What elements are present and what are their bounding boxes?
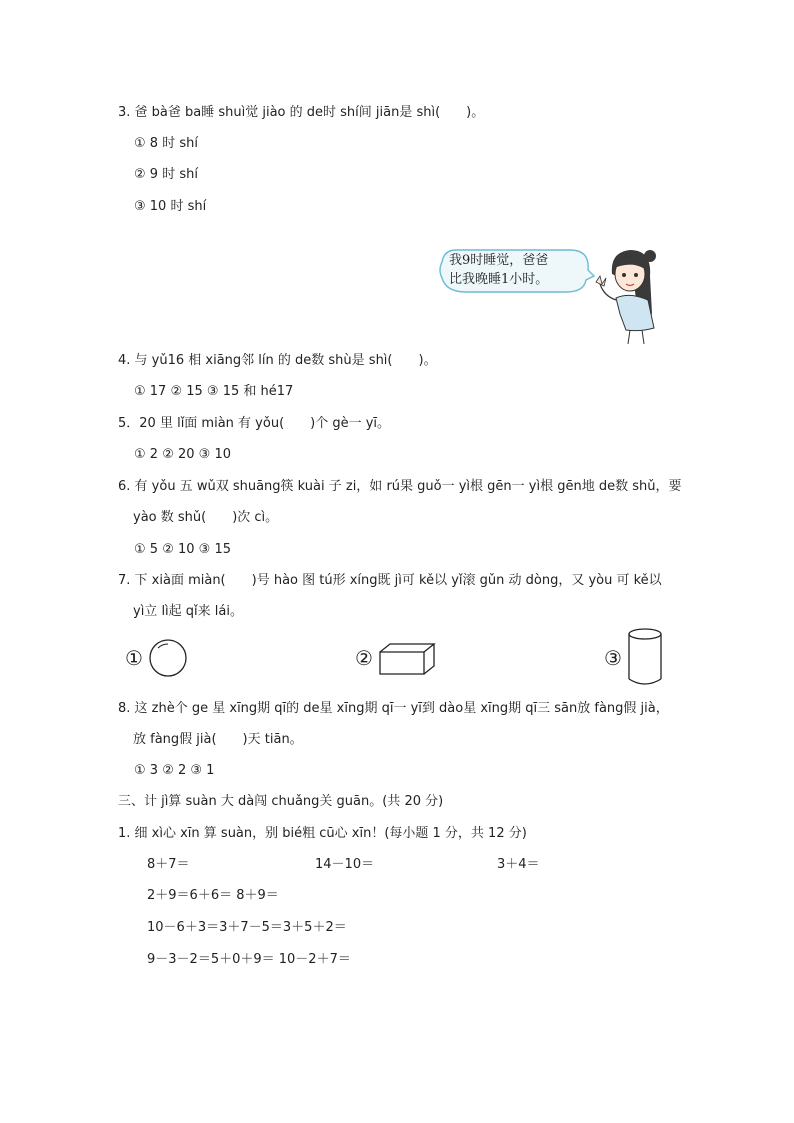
girl-illustration [590,244,670,344]
q3-option-2: ② 9 时 shí [134,167,198,182]
cuboid-icon [378,642,438,676]
question-7-line-1: 7. 下 xià面 miàn( )号 hào 图 tú形 xíng既 jì可 kě以 yǐ滚 gǔn 动 dòng，又 yòu 可 kě以 [118,573,662,588]
calc-item: 8＋7＝ [147,857,190,872]
cylinder-icon [627,627,665,687]
question-7-line-2: yì立 lì起 qǐ来 lái。 [133,604,243,619]
q5-options: ① 2 ② 20 ③ 10 [134,447,231,462]
q8-options: ① 3 ② 2 ③ 1 [134,763,215,778]
calc-row-2: 2＋9＝6＋6＝ 8＋9＝ [147,888,279,903]
question-4: 4. 与 yǔ16 相 xiāng邻 lín 的 de数 shù是 shì( )。 [118,353,437,368]
question-6-line-1: 6. 有 yǒu 五 wǔ双 shuāng筷 kuài 子 zi，如 rú果 guǒ一 yì根 gēn一 yì根 gēn地 de数 shǔ，要 [118,479,682,494]
sphere-icon [148,638,190,678]
question-6-line-2: yào 数 shǔ( )次 cì。 [133,510,279,525]
q3-option-3: ③ 10 时 shí [134,199,207,214]
calc-item: 3＋4＝ [497,857,540,872]
section-3-subtitle: 1. 细 xì心 xīn 算 suàn，别 bié粗 cū心 xīn！(每小题 1 分，共 12 分) [118,826,527,841]
calc-row-3: 10－6＋3＝3＋7－5＝3＋5＋2＝ [147,920,347,935]
calc-item: 14－10＝ [315,857,375,872]
question-5: 5．20 里 lǐ面 miàn 有 yǒu( )个 gè一 yī。 [118,416,391,431]
section-3-title: 三、计 jì算 suàn 大 dà闯 chuǎng关 guān。(共 20 分) [118,794,444,809]
q4-options: ① 17 ② 15 ③ 15 和 hé17 [134,384,294,399]
question-3: 3. 爸 bà爸 ba睡 shuì觉 jiào 的 de时 shí间 jiān是 shì( )。 [118,105,485,120]
shape-label-1: ① [125,646,143,670]
speech-bubble-text: 我9时睡觉，爸爸 比我晚睡1小时。 [449,253,549,287]
shape-label-3: ③ [604,646,622,670]
question-8-line-2: 放 fàng假 jià( )天 tiān。 [133,732,303,747]
q3-option-1: ① 8 时 shí [134,136,198,151]
calc-row-4: 9－3－2＝5＋0＋9＝ 10－2＋7＝ [147,952,351,967]
q6-options: ① 5 ② 10 ③ 15 [134,542,231,557]
shape-label-2: ② [355,646,373,670]
question-8-line-1: 8. 这 zhè个 ge 星 xīng期 qī的 de星 xīng期 qī一 yī到 dào星 xīng期 qī三 sān放 fàng假 jià， [118,701,669,716]
